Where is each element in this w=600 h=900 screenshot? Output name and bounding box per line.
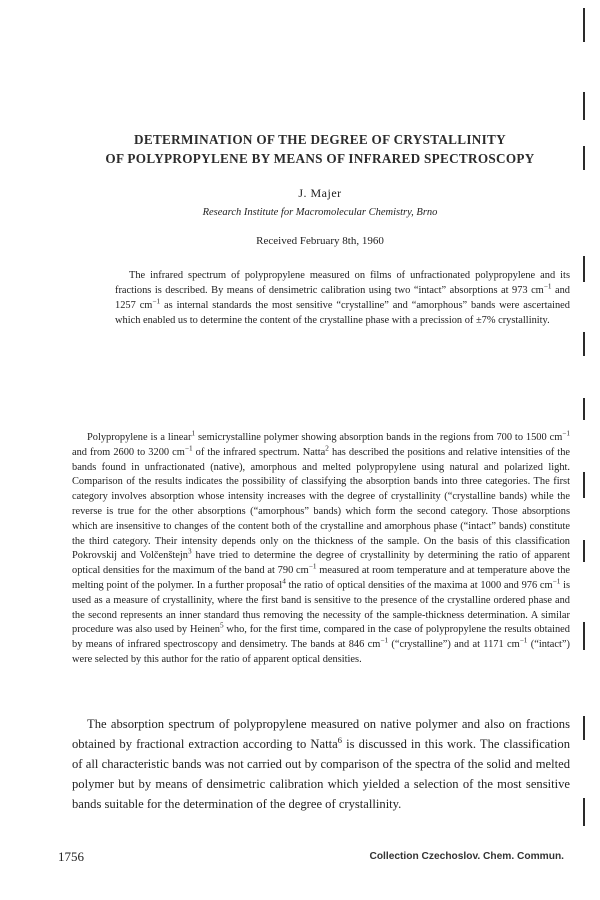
page-number: 1756: [58, 849, 84, 864]
body-paragraph: The absorption spectrum of polypropylene measured on native polymer and also on fractions obtained by fractional extraction according to Natta$^6$ is discussed in this work. The classification of all characteristic bands was not carried out by comparison of the spectra of the solid and melted polymer but by means of densimetric calibration which yielded a selection of the most sensitive bands suitable for the determination of the degree of crystallinity.: [72, 717, 570, 811]
introduction-paragraph: Polypropylene is a linear$^1$ semicrystalline polymer showing absorption bands in the regions from 700 to 1500 $cm^{-1}$ and from 2600 to 3200 $cm^{-1}$ of the infrared spectrum. Natta$^2$ has described the positions and relative intensities of the bands found in unfractionated (native), amorphous and melted polypropylene using natural and polarized light. Comparison of the results indicates the possibility of classifying the absorption bands into three categories. The first category involves absorption whose intensity increases with the degree of crystallinity (“crystalline bands) while the reverse is true for the other absorptions (“amorphous” bands) which form the second category. Those absorptions which are insensitive to changes of the content both of the crystalline and amorphous phase (“intact” bands) constitute the third category. Their intensity depends only on the thickness of the sample. On the basis of this classification Pokrovskij and Volčenštejn$^3$ have tried to determine the degree of crystallinity by determining the ratio of apparent optical densities for the maximum of the band at 790 $cm^{-1}$ measured at room temperature and at temperature above the melting point of the polymer. In a further proposal$^4$ the ratio of optical densities of the maxima at 1000 and 976 $cm^{-1}$ is used as a measure of crystallinity, where the first band is sensitive to the presence of the crystalline ordered phase and the second represents an inner standard thus removing the necessity of the sample-thickness determination. A similar procedure was also used by Heinen$^5$ who, for the first time, compared in the case of polypropylene the results obtained by means of infrared spectroscopy and densimetry. The bands at 846 $cm^{-1}$ (“crystalline”) and at 1171 $cm^{-1}$ (“intact”) were selected by this author for the ratio of apparent optical densities.: [72, 429, 571, 665]
scan-edge-mark: [583, 716, 585, 740]
paper-title: [40, 130, 600, 168]
abstract: The infrared spectrum of polypropylene measured on films of unfractionated polypropylene and its fractions is described. By means of densimetric calibration using two “intact” absorptions at 973 $cm^{-1}$ and 1257 $cm^{-1}$ as internal standards the most sensitive “crystalline” and “amorphous” bands were ascertained which enabled us to determine the content of the crystalline phase with a precission of ±7% crystallinity.: [115, 270, 570, 327]
scan-edge-mark: [583, 798, 585, 826]
scan-edge-mark: [583, 622, 585, 650]
scan-edge-mark: [583, 540, 585, 562]
scan-edge-mark: [583, 256, 585, 282]
paper-title-line-1: DETERMINATION OF THE DEGREE OF CRYSTALLINITY: [134, 132, 506, 147]
paper-title-line-2: OF POLYPROPYLENE BY MEANS OF INFRARED SPECTROSCOPY: [105, 151, 535, 166]
author-affiliation: Research Institute for Macromolecular Chemistry, Brno: [202, 207, 438, 218]
scan-edge-mark: [583, 92, 585, 120]
journal-name: Collection Czechoslov. Chem. Commun.: [369, 851, 564, 862]
scan-edge-mark: [583, 472, 585, 498]
received-date: Received February 8th, 1960: [256, 235, 384, 247]
scan-edge-mark: [583, 332, 585, 356]
scan-edge-mark: [583, 398, 585, 420]
scan-edge-mark: [583, 8, 585, 42]
author-name: J. Majer: [298, 186, 342, 200]
